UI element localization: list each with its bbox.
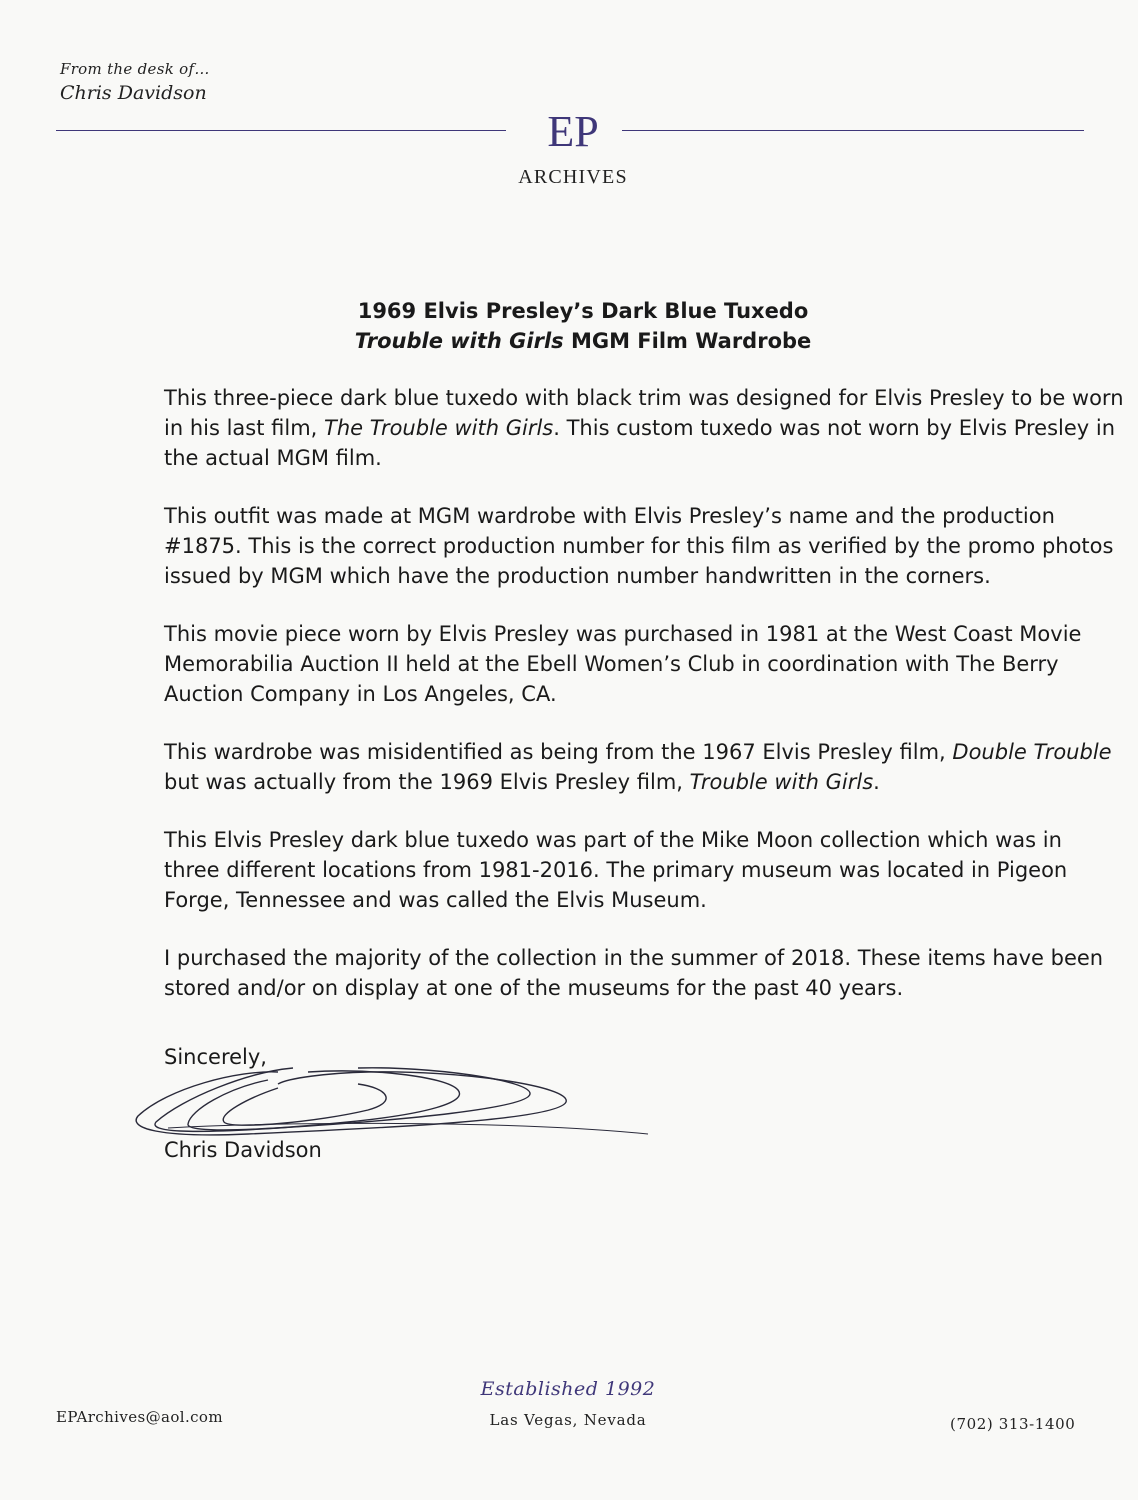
paragraph-text: This movie piece worn by Elvis Presley was purchased in 1981 at the West Coast Movie Memorabilia Auction II held at the Ebell Women’s Club in coordination with The Berry Auction Company in Los Angeles, CA. (164, 622, 1082, 706)
paragraph-text: This Elvis Presley dark blue tuxedo was part of the Mike Moon collection which was in three different locations from 1981-2016. The primary museum was located in Pigeon Forge, Tennessee and was called the Elvis Museum. (164, 828, 1068, 912)
film-title: The Trouble with Girls (324, 416, 554, 440)
film-title: Double Trouble (952, 740, 1112, 764)
title-line-2 (0, 326, 1138, 356)
logo-main: EP (547, 107, 599, 156)
film-title: Trouble with Girls (689, 770, 874, 794)
header-rule-left (56, 130, 506, 131)
title-film-name: Trouble with Girls (354, 329, 564, 353)
body-paragraph (164, 501, 1124, 591)
body-paragraph (164, 619, 1124, 709)
paragraph-text: . (873, 770, 880, 794)
paragraph-text: I purchased the majority of the collection in the summer of 2018. These items have been stored and/or on display at one of the museums for the past 40 years. (164, 946, 1104, 1000)
paragraph-text: but was actually from the 1969 Elvis Presley film, (164, 770, 690, 794)
paragraph-text: . This custom tuxedo was not worn by Elvis Presley in the actual MGM film. (164, 416, 1116, 470)
paragraph-text: This three-piece dark blue tuxedo with black trim was designed for Elvis Presley to be worn in his last film, (164, 386, 1124, 440)
from-the-desk (60, 60, 210, 104)
title-line-2-rest: MGM Film Wardrobe (563, 329, 812, 353)
handwritten-signature (128, 1058, 668, 1148)
title-line-1: 1969 Elvis Presley’s Dark Blue Tuxedo (357, 299, 809, 323)
paragraph-text: This wardrobe was misidentified as being from the 1967 Elvis Presley film, (164, 740, 953, 764)
from-name: Chris Davidson (60, 82, 207, 104)
header-rule-right (622, 130, 1084, 131)
body-paragraph (164, 943, 1124, 1003)
body-paragraph (164, 737, 1124, 797)
body-paragraph (164, 825, 1124, 915)
footer-phone: (702) 313-1400 (950, 1415, 1076, 1433)
paragraph-text: This outfit was made at MGM wardrobe with Elvis Presley’s name and the production #1875. This is the correct production number for this film as verified by the promo photos issued by MGM which have the production number handwritten in the corners. (164, 504, 1114, 588)
from-prefix: From the desk of… (60, 60, 210, 78)
letter-title (0, 296, 1138, 356)
city: Las Vegas, Nevada (489, 1411, 647, 1429)
signer-name: Chris Davidson (164, 1138, 322, 1162)
letter-body (164, 383, 1124, 1031)
footer-email: EPArchives@aol.com (56, 1408, 223, 1426)
logo-sub: ARCHIVES (518, 166, 628, 188)
established: Established 1992 (480, 1378, 656, 1400)
closing: Sincerely, (164, 1045, 267, 1069)
body-paragraph (164, 383, 1124, 473)
